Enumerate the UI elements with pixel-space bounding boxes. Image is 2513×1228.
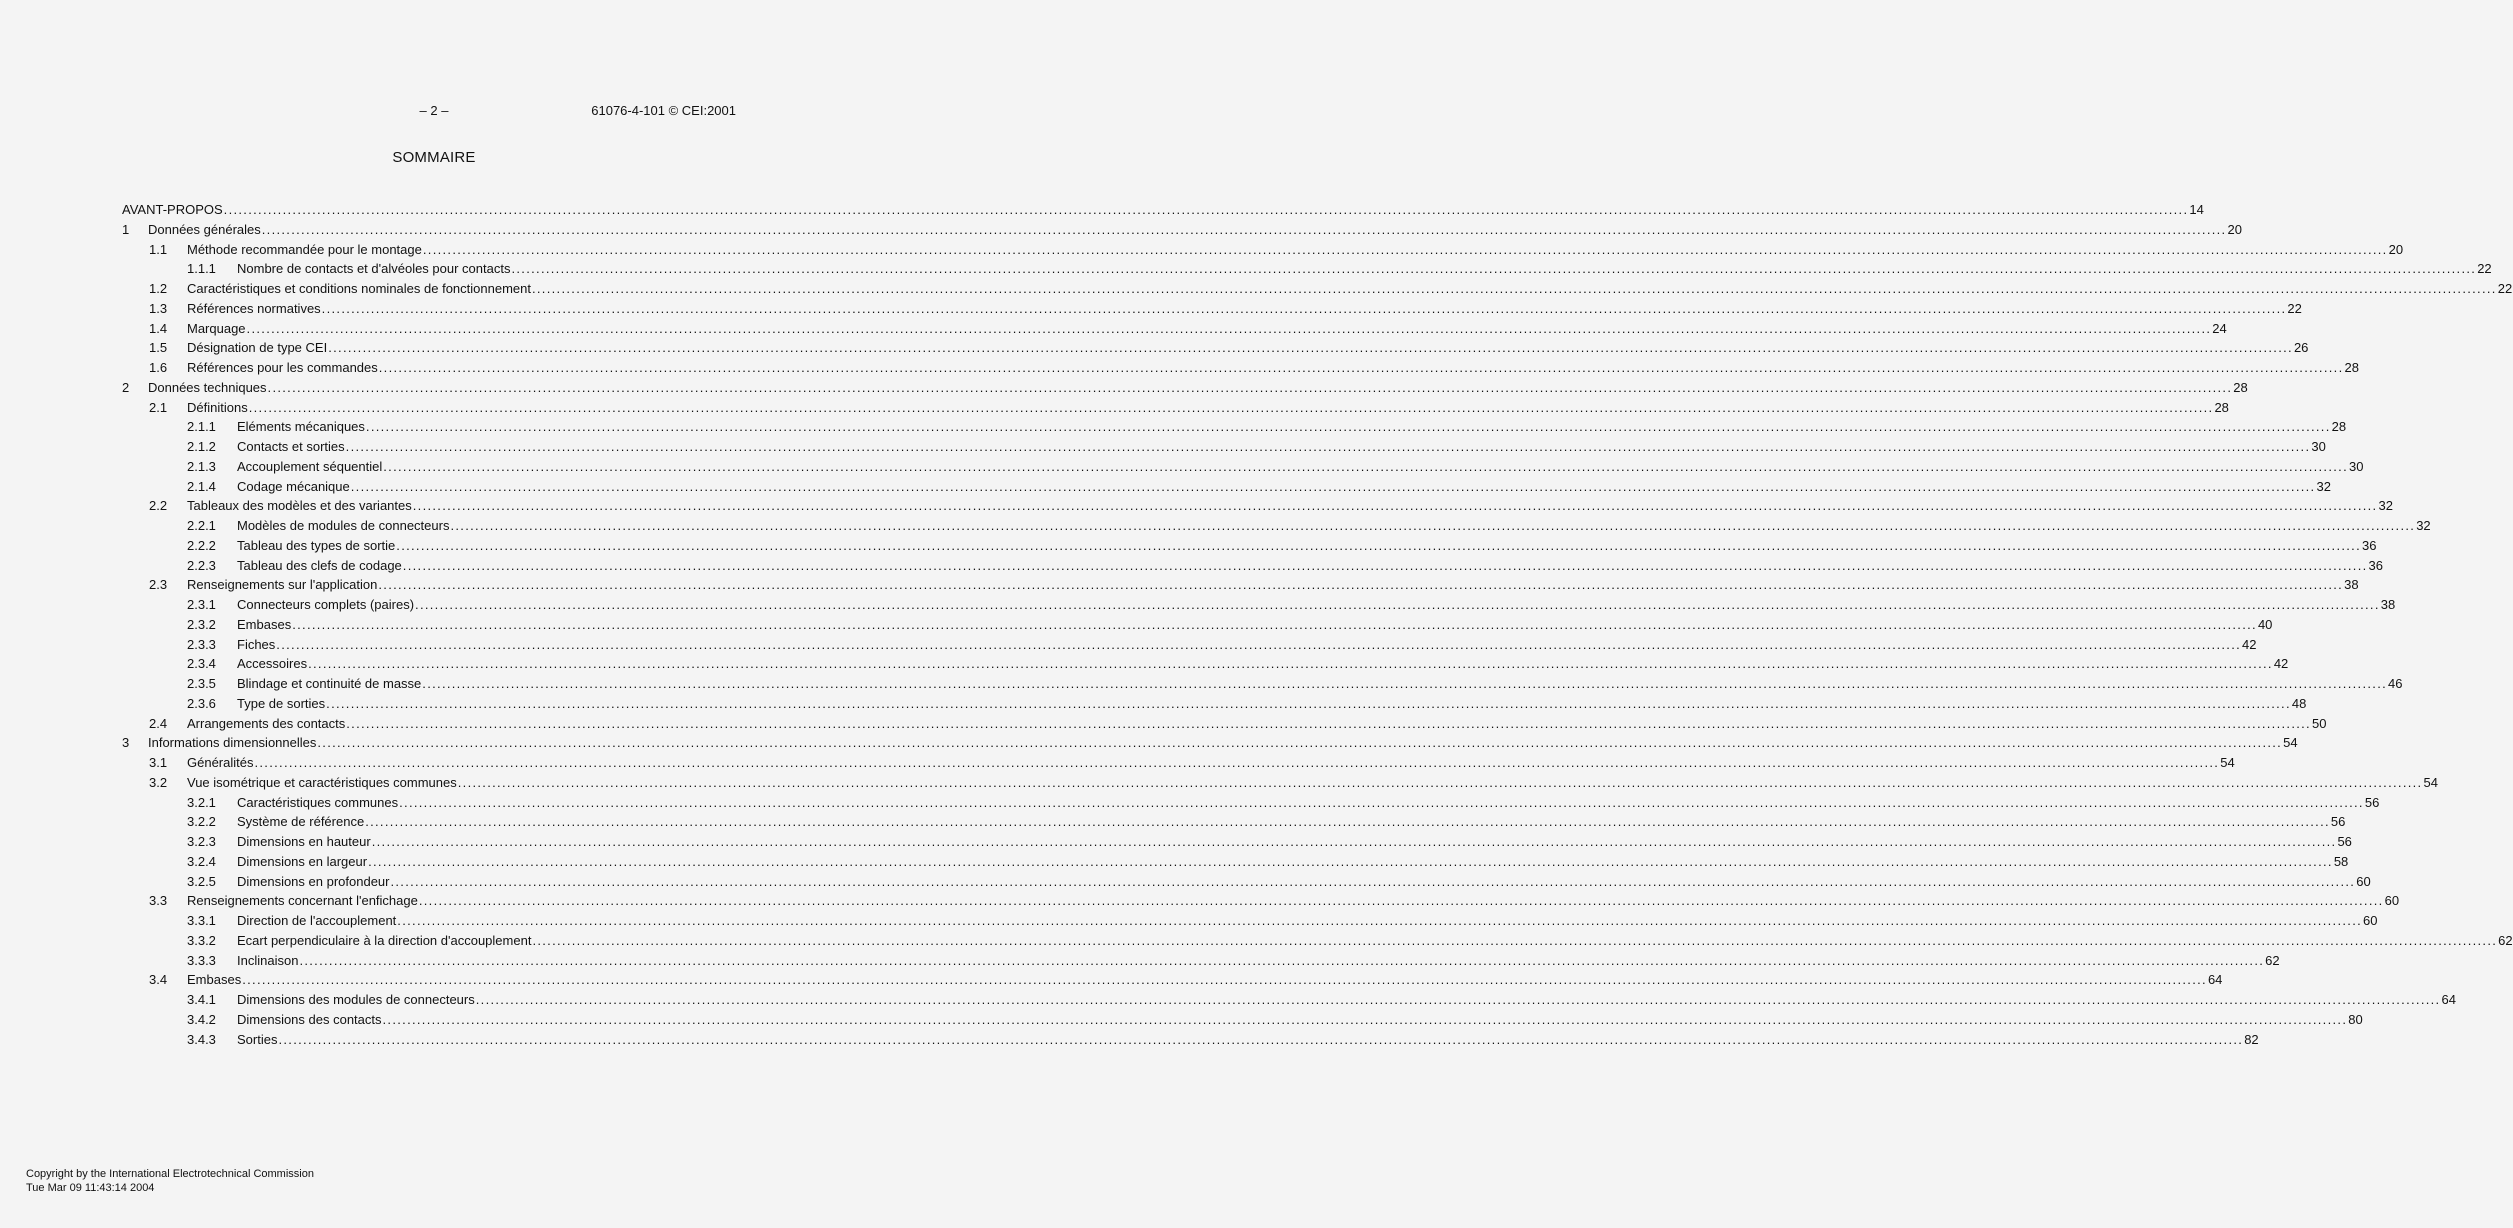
toc-entry-number: 3.3.2 — [187, 932, 216, 948]
toc-entry-title: Eléments mécaniques — [237, 419, 365, 435]
toc-entry-title: Sorties — [237, 1031, 278, 1047]
toc-entry[interactable] — [0, 674, 2403, 694]
toc-entry-number: 2 — [122, 379, 130, 395]
toc-entry-title: Dimensions en profondeur — [237, 873, 390, 889]
toc-entry[interactable] — [0, 931, 2513, 951]
dot-leader: ................................................................................................................................................................................................................................................................................................................................................................................................................ — [450, 518, 2416, 533]
toc-entry-number: 2.1.4 — [187, 478, 216, 494]
toc-entry[interactable] — [0, 891, 2400, 911]
toc-entry-title: Tableau des clefs de codage — [237, 557, 402, 573]
toc-entry-page: 80 — [2348, 1011, 2363, 1027]
toc-entry[interactable] — [0, 615, 2273, 635]
toc-entry-title: Dimensions en hauteur — [237, 834, 371, 849]
toc-entry[interactable] — [0, 812, 2346, 832]
dot-leader: ................................................................................................................................................................................................................................................................................................................................................................................................................ — [402, 557, 2368, 573]
toc-entry[interactable] — [0, 279, 2513, 299]
toc-entry[interactable] — [0, 970, 2223, 990]
toc-entry-line — [237, 595, 2396, 615]
toc-entry[interactable] — [0, 1030, 2259, 1050]
toc-entry[interactable] — [0, 220, 2242, 240]
toc-entry-title: Contacts et sorties — [237, 439, 345, 454]
toc-entry-line — [187, 358, 2359, 378]
toc-entry-title: Dimensions en largeur — [237, 853, 368, 869]
dot-leader: ................................................................................................................................................................................................................................................................................................................................................................................................................ — [254, 755, 2220, 770]
toc-entry-number: 3.4 — [149, 972, 168, 988]
toc-entry-page: 42 — [2242, 636, 2257, 652]
dot-leader: ................................................................................................................................................................................................................................................................................................................................................................................................................ — [422, 676, 2388, 691]
dot-leader: ................................................................................................................................................................................................................................................................................................................................................................................................................ — [317, 735, 2283, 751]
toc-entry[interactable] — [0, 200, 2204, 220]
toc-entry-line — [237, 477, 2331, 497]
toc-entry-line — [187, 279, 2513, 299]
toc-entry-number: 2.3.6 — [187, 695, 216, 711]
toc-entry-title: Informations dimensionnelles — [148, 735, 317, 751]
toc-entry[interactable] — [0, 753, 2235, 773]
dot-leader: ................................................................................................................................................................................................................................................................................................................................................................................................................ — [390, 873, 2356, 889]
toc-entry-line — [237, 1030, 2259, 1050]
toc-entry-number: 3.2.4 — [187, 853, 216, 869]
toc-entry-page: 40 — [2257, 616, 2273, 632]
toc-entry-number: 2.4 — [149, 715, 168, 731]
toc-entry-number: 2.3.4 — [187, 656, 216, 672]
toc-entry-line — [237, 911, 2378, 931]
toc-entry-title: Inclinaison — [237, 952, 299, 968]
toc-entry-title: Désignation de type CEI — [187, 340, 328, 356]
toc-entry-line — [148, 378, 2248, 398]
toc-entry[interactable] — [0, 338, 2309, 358]
toc-entry-title: Modèles de modules de connecteurs — [237, 518, 450, 533]
toc-entry-title: Nombre de contacts et d'alvéoles pour contacts — [237, 261, 511, 277]
toc-entry[interactable] — [0, 477, 2331, 497]
toc-entry-title: Renseignements concernant l'enfichage — [187, 893, 418, 909]
toc-entry[interactable] — [0, 259, 2492, 279]
toc-entry-line — [237, 694, 2307, 714]
dot-leader: ................................................................................................................................................................................................................................................................................................................................................................................................................ — [412, 498, 2378, 514]
toc-entry-number: 2.2.2 — [187, 537, 216, 553]
dot-leader: ................................................................................................................................................................................................................................................................................................................................................................................................................ — [248, 399, 2214, 415]
toc-entry-number: 1.2 — [149, 281, 168, 296]
toc-entry-line — [237, 990, 2456, 1010]
toc-entry-page: 32 — [2378, 498, 2393, 514]
toc-entry-title: Méthode recommandée pour le montage — [187, 241, 422, 257]
toc-entry[interactable] — [0, 694, 2307, 714]
toc-entry-page: 30 — [2349, 458, 2364, 474]
dot-leader: ................................................................................................................................................................................................................................................................................................................................................................................................................ — [242, 972, 2207, 988]
document-reference: 61076-4-101 © CEI:2001 — [591, 103, 736, 118]
dot-leader: ................................................................................................................................................................................................................................................................................................................................................................................................................ — [278, 1031, 2244, 1047]
toc-entry-line — [187, 240, 2404, 260]
toc-entry-title: Vue isométrique et caractéristiques communes — [187, 774, 457, 790]
toc-entry[interactable] — [0, 358, 2359, 378]
toc-entry-title: Type de sorties — [237, 695, 326, 711]
toc-entry-number: 1.1.1 — [187, 261, 216, 277]
toc-entry-page: 30 — [2311, 439, 2326, 454]
toc-entry-number: 2.1 — [149, 399, 168, 415]
toc-entry-title: Dimensions des contacts — [237, 1011, 382, 1027]
toc-entry-line — [237, 457, 2364, 477]
toc-entry-line — [187, 496, 2393, 516]
toc-entry-number: 3.3.3 — [187, 952, 216, 968]
toc-entry[interactable] — [0, 496, 2393, 516]
toc-entry[interactable] — [0, 457, 2364, 477]
dot-leader: ................................................................................................................................................................................................................................................................................................................................................................................................................ — [345, 439, 2311, 454]
toc-entry-number: 1.6 — [149, 360, 168, 375]
toc-entry-number: 1.4 — [149, 320, 168, 336]
toc-entry-number: 2.1.2 — [187, 439, 216, 454]
toc-entry[interactable] — [0, 299, 2302, 319]
toc-entry-line — [237, 556, 2383, 576]
toc-entry[interactable] — [0, 417, 2347, 437]
toc-entry-page: 24 — [2212, 320, 2227, 336]
toc-entry-title: Références normatives — [187, 300, 321, 316]
toc-entry-line — [187, 773, 2438, 793]
toc-entry-title: AVANT-PROPOS — [122, 202, 223, 217]
toc-entry-line — [237, 832, 2352, 852]
toc-entry-number: 3 — [122, 735, 130, 751]
toc-entry-line — [237, 1010, 2363, 1030]
toc-entry-number: 3.2.5 — [187, 873, 216, 889]
dot-leader: ................................................................................................................................................................................................................................................................................................................................................................................................................ — [475, 992, 2441, 1007]
toc-entry-page: 58 — [2333, 853, 2349, 869]
page-number: – 2 – — [419, 103, 449, 118]
toc-entry-title: Caractéristiques communes — [237, 794, 399, 810]
toc-entry[interactable] — [0, 773, 2438, 793]
toc-entry-line — [187, 753, 2235, 773]
toc-entry-title: Références pour les commandes — [187, 360, 378, 375]
footer — [26, 1167, 314, 1195]
toc-entry-number: 1.3 — [149, 300, 168, 316]
toc-entry[interactable] — [0, 714, 2327, 734]
toc-entry-number: 2.2 — [149, 498, 168, 514]
toc-entry-page: 28 — [2331, 419, 2347, 435]
toc-entry[interactable] — [0, 398, 2229, 418]
toc-entry-number: 1.1 — [149, 241, 168, 257]
toc-entry-page: 14 — [2189, 202, 2204, 217]
toc-entry-page: 28 — [2214, 399, 2229, 415]
toc-entry-title: Définitions — [187, 399, 248, 415]
dot-leader: ................................................................................................................................................................................................................................................................................................................................................................................................................ — [378, 577, 2344, 593]
toc-entry-line — [187, 970, 2223, 990]
toc-entry-line — [187, 338, 2309, 358]
toc-entry-title: Fiches — [237, 636, 276, 652]
toc-entry-page: 22 — [2287, 300, 2302, 316]
toc-entry-number: 2.3.2 — [187, 616, 216, 632]
toc-entry-title: Arrangements des contacts — [187, 715, 346, 731]
toc-entry[interactable] — [0, 733, 2298, 753]
toc-entry-line — [122, 200, 2204, 220]
toc-entry-page: 32 — [2416, 518, 2431, 533]
toc-entry-number: 3.2.3 — [187, 834, 216, 849]
toc-entry-number: 2.3.5 — [187, 676, 216, 691]
dot-leader: ................................................................................................................................................................................................................................................................................................................................................................................................................ — [365, 814, 2330, 830]
dot-leader: ................................................................................................................................................................................................................................................................................................................................................................................................................ — [365, 419, 2331, 435]
toc-entry-title: Ecart perpendiculaire à la direction d'accouplement — [237, 932, 532, 948]
toc-entry-number: 3.2.1 — [187, 794, 216, 810]
toc-entry-title: Données générales — [148, 221, 261, 237]
toc-entry-title: Dimensions des modules de connecteurs — [237, 992, 475, 1007]
toc-entry-title: Tableaux des modèles et des variantes — [187, 498, 412, 514]
dot-leader: ................................................................................................................................................................................................................................................................................................................................................................................................................ — [371, 834, 2337, 849]
toc-entry-page: 48 — [2291, 695, 2307, 711]
toc-entry-title: Direction de l'accouplement — [237, 913, 397, 928]
dot-leader: ................................................................................................................................................................................................................................................................................................................................................................................................................ — [328, 340, 2293, 356]
toc-entry-page: 22 — [2477, 261, 2492, 277]
toc-entry-line — [187, 398, 2229, 418]
toc-entry-number: 2.1.1 — [187, 419, 216, 435]
toc-entry-number: 2.3.3 — [187, 636, 216, 652]
dot-leader: ................................................................................................................................................................................................................................................................................................................................................................................................................ — [326, 695, 2291, 711]
dot-leader: ................................................................................................................................................................................................................................................................................................................................................................................................................ — [511, 261, 2477, 277]
toc-entry[interactable] — [0, 378, 2248, 398]
dot-leader: ................................................................................................................................................................................................................................................................................................................................................................................................................ — [422, 241, 2388, 257]
toc-entry-title: Caractéristiques et conditions nominales de fonctionnement — [187, 281, 531, 296]
toc-entry-number: 2.3.1 — [187, 597, 216, 612]
toc-entry[interactable] — [0, 911, 2378, 931]
toc-entry-page: 42 — [2273, 656, 2289, 672]
dot-leader: ................................................................................................................................................................................................................................................................................................................................................................................................................ — [457, 774, 2423, 790]
toc-entry-line — [237, 793, 2380, 813]
toc-entry-title: Codage mécanique — [237, 478, 350, 494]
dot-leader: ................................................................................................................................................................................................................................................................................................................................................................................................................ — [378, 360, 2344, 375]
toc-entry-title: Marquage — [187, 320, 246, 336]
toc-entry[interactable] — [0, 319, 2227, 339]
toc-entry[interactable] — [0, 595, 2396, 615]
toc-entry-title: Données techniques — [148, 379, 267, 395]
toc-entry-number: 3.2 — [149, 774, 168, 790]
toc-entry-number: 2.2.1 — [187, 518, 216, 533]
toc-entry-line — [237, 417, 2347, 437]
toc-entry[interactable] — [0, 852, 2349, 872]
toc-entry-page: 54 — [2283, 735, 2298, 751]
toc-entry-title: Accouplement séquentiel — [237, 458, 383, 474]
toc-entry[interactable] — [0, 951, 2280, 971]
toc-entry-page: 20 — [2388, 241, 2404, 257]
toc-entry-page: 54 — [2423, 774, 2438, 790]
toc-entry-page: 64 — [2207, 972, 2223, 988]
toc-entry-line — [187, 575, 2359, 595]
dot-leader: ................................................................................................................................................................................................................................................................................................................................................................................................................ — [223, 202, 2189, 217]
toc-entry-number: 3.4.3 — [187, 1031, 216, 1047]
toc-entry-title: Système de référence — [237, 814, 365, 830]
toc-entry-page: 50 — [2311, 715, 2327, 731]
toc-entry-page: 28 — [2233, 379, 2248, 395]
toc-title: SOMMAIRE — [392, 149, 476, 166]
toc-entry-line — [187, 714, 2327, 734]
toc-entry-page: 56 — [2330, 814, 2346, 830]
toc-entry-number: 2.3 — [149, 577, 168, 593]
toc-entry-number: 2.2.3 — [187, 557, 216, 573]
dot-leader: ................................................................................................................................................................................................................................................................................................................................................................................................................ — [292, 616, 2257, 632]
dot-leader: ................................................................................................................................................................................................................................................................................................................................................................................................................ — [276, 636, 2242, 652]
toc-entry-page: 62 — [2265, 952, 2280, 968]
toc-entry-line — [237, 516, 2431, 536]
toc-entry[interactable] — [0, 990, 2456, 1010]
toc-entry[interactable] — [0, 556, 2383, 576]
dot-leader: ................................................................................................................................................................................................................................................................................................................................................................................................................ — [397, 913, 2363, 928]
toc-entry-line — [237, 259, 2492, 279]
toc-entry-line — [237, 812, 2346, 832]
toc-entry-number: 3.1 — [149, 755, 168, 770]
toc-entry-page: 20 — [2227, 221, 2242, 237]
dot-leader: ................................................................................................................................................................................................................................................................................................................................................................................................................ — [346, 715, 2311, 731]
toc-entry-title: Blindage et continuité de masse — [237, 676, 422, 691]
toc-entry-line — [148, 733, 2298, 753]
toc-entry-line — [237, 615, 2273, 635]
toc-entry-line — [237, 872, 2371, 892]
dot-leader: ................................................................................................................................................................................................................................................................................................................................................................................................................ — [261, 221, 2227, 237]
toc-entry[interactable] — [0, 635, 2257, 655]
toc-entry[interactable] — [0, 832, 2352, 852]
toc-entry[interactable] — [0, 793, 2380, 813]
dot-leader: ................................................................................................................................................................................................................................................................................................................................................................................................................ — [321, 300, 2287, 316]
toc-entry[interactable] — [0, 536, 2377, 556]
toc-entry[interactable] — [0, 240, 2404, 260]
toc-entry-line — [237, 674, 2403, 694]
toc-entry-page: 38 — [2344, 577, 2359, 593]
toc-entry-title: Embases — [187, 972, 242, 988]
toc-entry[interactable] — [0, 437, 2326, 457]
toc-entry[interactable] — [0, 872, 2371, 892]
dot-leader: ................................................................................................................................................................................................................................................................................................................................................................................................................ — [299, 952, 2265, 968]
dot-leader: ................................................................................................................................................................................................................................................................................................................................................................................................................ — [383, 458, 2348, 474]
toc-entry-number: 3.4.1 — [187, 992, 216, 1007]
toc-entry-title: Renseignements sur l'application — [187, 577, 378, 593]
dot-leader: ................................................................................................................................................................................................................................................................................................................................................................................................................ — [246, 320, 2212, 336]
toc-entry-page: 64 — [2441, 992, 2456, 1007]
toc-entry-line — [237, 654, 2289, 674]
toc-entry-number: 1 — [122, 221, 130, 237]
toc-entry-number: 1.5 — [149, 340, 168, 356]
toc-entry-line — [187, 319, 2227, 339]
toc-entry-line — [187, 299, 2302, 319]
dot-leader: ................................................................................................................................................................................................................................................................................................................................................................................................................ — [382, 1011, 2348, 1027]
copyright-notice: Copyright by the International Electrotechnical Commission — [26, 1168, 314, 1180]
toc-entry-page: 28 — [2344, 360, 2359, 375]
toc-entry-line — [237, 931, 2513, 951]
toc-entry-line — [237, 635, 2257, 655]
toc-entry-number: 2.1.3 — [187, 458, 216, 474]
toc-entry-page: 56 — [2364, 794, 2380, 810]
toc-entry-page: 62 — [2498, 932, 2513, 948]
toc-entry-page: 54 — [2220, 755, 2235, 770]
dot-leader: ................................................................................................................................................................................................................................................................................................................................................................................................................ — [531, 281, 2497, 296]
toc-entry-page: 46 — [2388, 676, 2403, 691]
toc-entry-page: 60 — [2384, 893, 2400, 909]
toc-entry-number: 3.2.2 — [187, 814, 216, 830]
toc-entry-page: 60 — [2363, 913, 2378, 928]
dot-leader: ................................................................................................................................................................................................................................................................................................................................................................................................................ — [350, 478, 2316, 494]
toc-entry[interactable] — [0, 654, 2289, 674]
toc-entry[interactable] — [0, 516, 2431, 536]
dot-leader: ................................................................................................................................................................................................................................................................................................................................................................................................................ — [418, 893, 2384, 909]
toc-entry-page: 56 — [2337, 834, 2352, 849]
toc-entry-page: 60 — [2356, 873, 2371, 889]
print-timestamp: Tue Mar 09 11:43:14 2004 — [26, 1182, 155, 1194]
toc-entry-page: 82 — [2244, 1031, 2259, 1047]
toc-entry-page: 38 — [2380, 597, 2396, 612]
toc-entry[interactable] — [0, 575, 2359, 595]
toc-entry-number: 3.4.2 — [187, 1011, 216, 1027]
dot-leader: ................................................................................................................................................................................................................................................................................................................................................................................................................ — [396, 537, 2362, 553]
toc-entry-title: Généralités — [187, 755, 254, 770]
dot-leader: ................................................................................................................................................................................................................................................................................................................................................................................................................ — [368, 853, 2333, 869]
dot-leader: ................................................................................................................................................................................................................................................................................................................................................................................................................ — [415, 597, 2380, 612]
toc-entry-line — [187, 891, 2400, 911]
toc-entry-title: Connecteurs complets (paires) — [237, 597, 415, 612]
toc-entry-page: 36 — [2368, 557, 2383, 573]
toc-entry[interactable] — [0, 1010, 2363, 1030]
toc-entry-line — [148, 220, 2242, 240]
toc-entry-line — [237, 437, 2326, 457]
toc-entry-page: 22 — [2497, 281, 2513, 296]
toc-entry-title: Embases — [237, 616, 292, 632]
toc-entry-page: 26 — [2293, 340, 2309, 356]
dot-leader: ................................................................................................................................................................................................................................................................................................................................................................................................................ — [399, 794, 2364, 810]
toc-entry-line — [237, 536, 2377, 556]
toc-entry-number: 3.3 — [149, 893, 168, 909]
dot-leader: ................................................................................................................................................................................................................................................................................................................................................................................................................ — [532, 932, 2498, 948]
toc-entry-title: Accessoires — [237, 656, 308, 672]
dot-leader: ................................................................................................................................................................................................................................................................................................................................................................................................................ — [267, 379, 2233, 395]
dot-leader: ................................................................................................................................................................................................................................................................................................................................................................................................................ — [308, 656, 2273, 672]
toc-entry-number: 3.3.1 — [187, 913, 216, 928]
toc-entry-line — [237, 951, 2280, 971]
toc-entry-line — [237, 852, 2349, 872]
toc-entry-page: 32 — [2316, 478, 2331, 494]
toc-entry-page: 36 — [2362, 537, 2377, 553]
toc-entry-title: Tableau des types de sortie — [237, 537, 396, 553]
